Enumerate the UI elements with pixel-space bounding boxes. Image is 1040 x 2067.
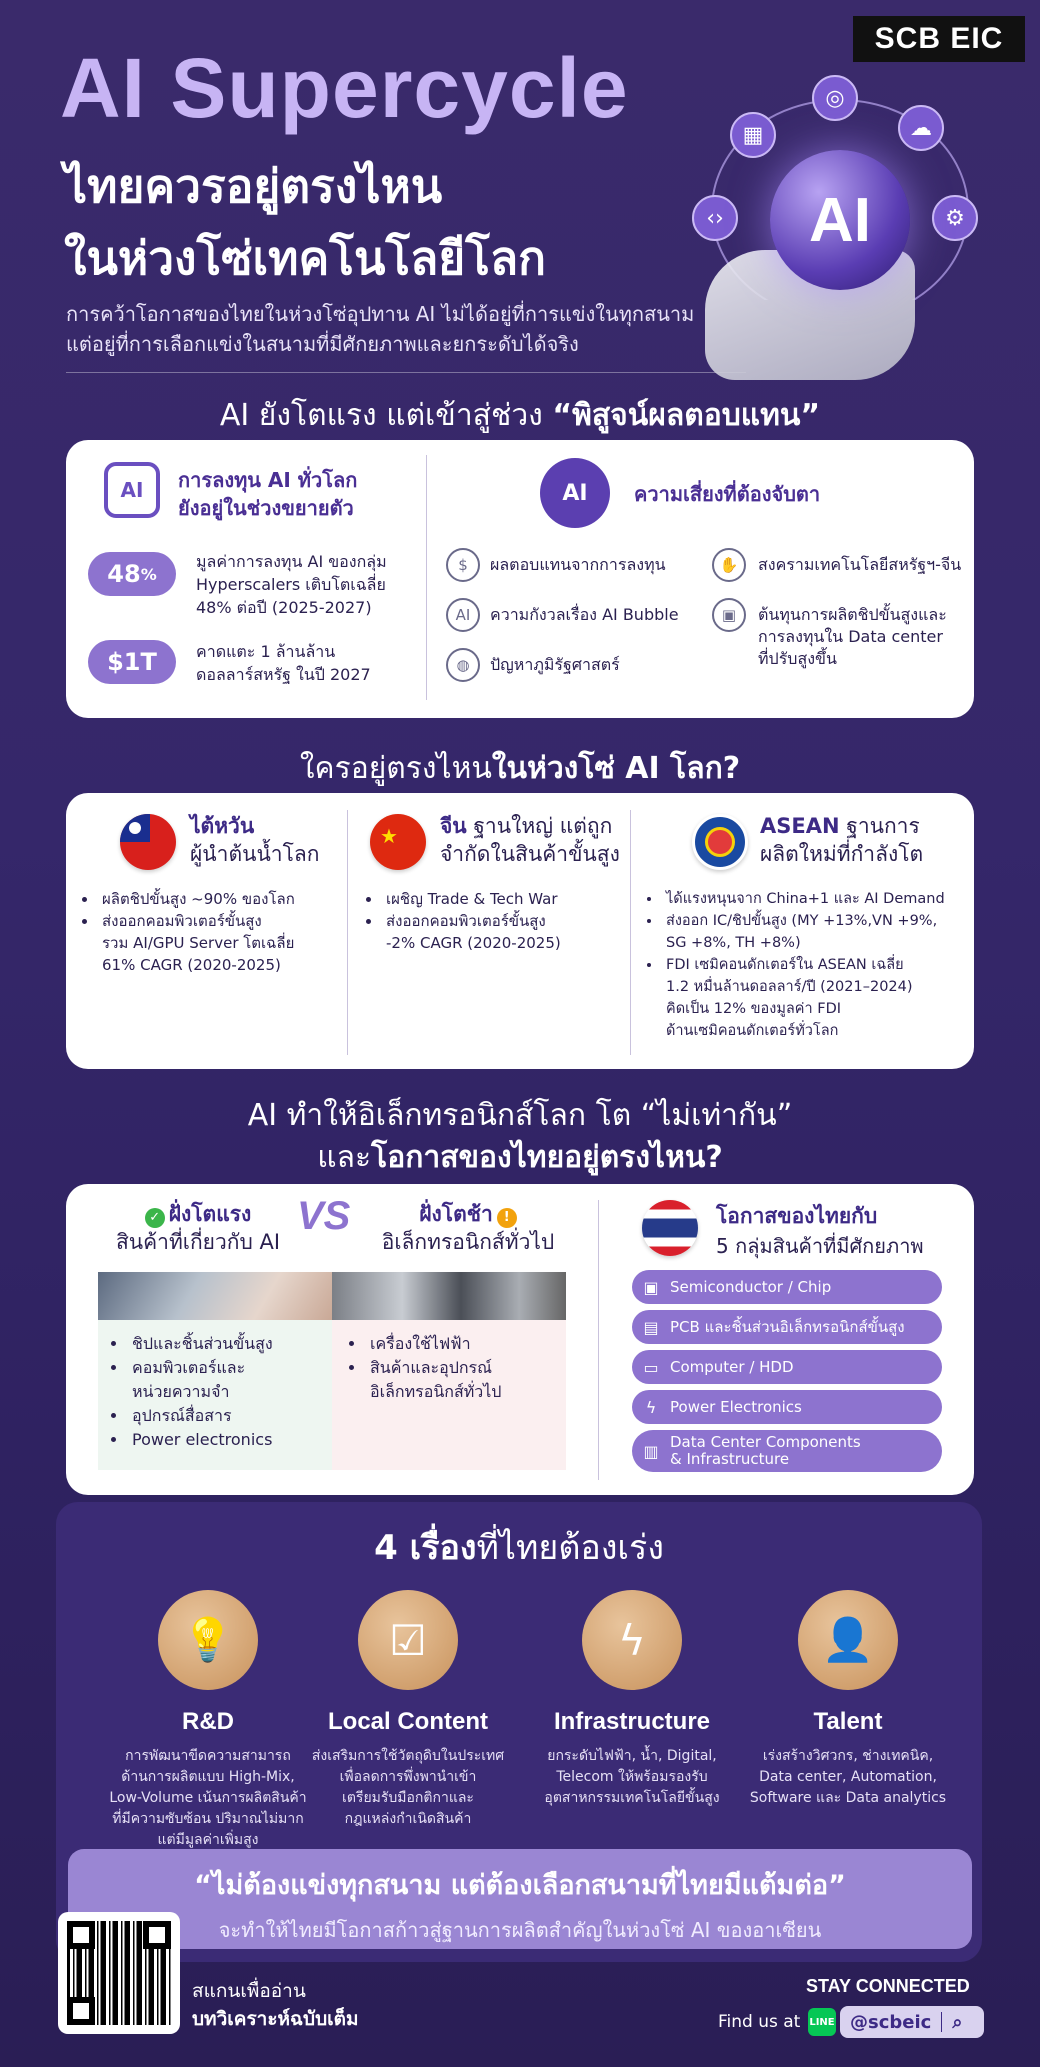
key-message-box (68, 1849, 972, 1949)
card2-divider (347, 810, 348, 1055)
chip-icon: ▦ (730, 112, 776, 158)
intro-line2: แต่อยู่ที่การเลือกแข่งในสนามที่มีศักยภาพและยกระดับได้จริง (66, 332, 579, 356)
page-subtitle-line1: ไทยควรอยู่ตรงไหน (64, 159, 443, 213)
china-flag-icon: ★ (370, 814, 426, 870)
pillar-infrastructure: ϟ Infrastructure ยกระดับไฟฟ้า, น้ำ, Digital, Telecom ให้พร้อมรองรับ อุตสาหกรรมเทคโนโลยีขั้นสูง (522, 1590, 742, 1809)
lightbulb-icon: 💡 (158, 1590, 258, 1690)
card3-divider (598, 1200, 599, 1480)
stat-badge-1t: $1T (88, 640, 176, 684)
handshake-icon: ✋ (712, 548, 746, 582)
line-app-icon[interactable]: LINE (808, 2008, 836, 2036)
investment-title-line1: การลงทุน AI ทั่วโลก (178, 468, 358, 492)
chip-icon: ▣ (643, 1277, 659, 1297)
risk-item: ความกังวลเรื่อง AI Bubble (490, 605, 679, 624)
opportunity-title: โอกาสของไทยกับ (716, 1204, 878, 1228)
robot-hand-photo (98, 1272, 332, 1320)
gear-icon: ⚙ (932, 195, 978, 241)
section3-heading-line1: AI ทำให้อิเล็กทรอนิกส์โลก โต “ไม่เท่ากัน” (247, 1098, 793, 1133)
opportunity-pcb: ▤ PCB และชิ้นส่วนอิเล็กทรอนิกส์ขั้นสูง (632, 1310, 942, 1344)
find-us-label: Find us at (718, 2012, 801, 2032)
section3-heading-line2: และโอกาสของไทยอยู่ตรงไหน? (317, 1140, 723, 1175)
header-divider (66, 372, 746, 373)
computer-icon: ▭ (643, 1357, 659, 1377)
section1-heading: AI ยังโตแรง แต่เข้าสู่ช่วง “พิสูจน์ผลตอบแทน” (219, 398, 821, 433)
lightning-icon: ϟ (645, 1397, 657, 1417)
globe-conflict-icon: ◍ (446, 648, 480, 682)
opportunity-datacenter: ▥ Data Center Components & Infrastructure (632, 1430, 942, 1472)
warning-icon: ! (497, 1208, 517, 1228)
priorities-title: 4 เรื่องที่ไทยต้องเร่ง (374, 1528, 664, 1568)
globe-icon: ◎ (812, 75, 858, 121)
taiwan-heading: ไต้หวัน ผู้นำต้นน้ำโลก (190, 814, 320, 866)
line-handle-search[interactable]: @scbeic ⌕ (840, 2006, 984, 2038)
search-icon: ⌕ (952, 2011, 963, 2033)
pillar-rnd: 💡 R&D การพัฒนาขีดความสามารถ ด้านการผลิตแบบ High-Mix, Low-Volume เน้นการผลิตสินค้า ที่มีความซับซ้อน ปริมาณไม่มาก แต่มีมูลค่าเพิ่มสูง (98, 1590, 318, 1851)
pcb-icon: ▤ (643, 1317, 659, 1337)
check-icon: ✓ (145, 1208, 165, 1228)
slow-growth-bullets: • เครื่องใช้ไฟฟ้า • สินค้าและอุปกรณ์ อิเล็กทรอนิกส์ทั่วไป (334, 1332, 566, 1404)
ai-box-icon: AI (104, 462, 160, 518)
ai-bubble-icon: AI (446, 598, 480, 632)
investment-title-line2: ยังอยู่ในช่วงขยายตัว (178, 496, 354, 520)
code-icon: ‹› (692, 195, 738, 241)
scan-text-line2: บทวิเคราะห์ฉบับเต็ม (192, 2008, 359, 2030)
page-title: AI Supercycle (60, 41, 629, 135)
key-message-sub: จะทำให้ไทยมีโอกาสก้าวสู่ฐานการผลิตสำคัญในห่วงโซ่ AI ของอาเซียน (218, 1918, 822, 1942)
stat-48-text: มูลค่าการลงทุน AI ของกลุ่ม Hyperscalers เติบโตเฉลี่ย 48% ต่อปี (2025-2027) (196, 552, 387, 617)
stat-badge-48: 48 % (88, 552, 176, 596)
risks-title: ความเสี่ยงที่ต้องจับตา (634, 482, 821, 506)
taiwan-flag-icon (120, 814, 176, 870)
intro-line1: การคว้าโอกาสของไทยในห่วงโซ่อุปทาน AI ไม่ได้อยู่ที่การแข่งในทุกสนาม (66, 302, 695, 326)
risk-item: ต้นทุนการผลิตชิปขั้นสูงและ การลงทุนใน Data center ที่ปรับสูงขึ้น (758, 605, 947, 668)
china-bullets: • เผชิญ Trade & Tech War • ส่งออกคอมพิวเตอร์ขั้นสูง -2% CAGR (2020-2025) (350, 888, 630, 954)
stay-connected-label: STAY CONNECTED (806, 1976, 970, 1996)
slow-growth-heading: ฝั่งโตช้า ! อิเล็กทรอนิกส์ทั่วไป (381, 1202, 555, 1254)
box-check-icon: ☑ (358, 1590, 458, 1690)
power-icon: ϟ (582, 1590, 682, 1690)
china-heading: จีน ฐานใหญ่ แต่ถูก จำกัดในสินค้าขั้นสูง (440, 814, 620, 866)
risk-item: สงครามเทคโนโลยีสหรัฐฯ-จีน (758, 555, 962, 574)
scan-text-line1: สแกนเพื่ออ่าน (192, 1980, 306, 2002)
fast-growth-bullets: • ชิปและชิ้นส่วนขั้นสูง • คอมพิวเตอร์และ หน่วยความจำ • อุปกรณ์สื่อสาร • Power electronics (96, 1332, 332, 1452)
thailand-flag-icon (642, 1200, 698, 1256)
pillar-local-content: ☑ Local Content ส่งเสริมการใช้วัตถุดิบในประเทศ เพื่อลดการพึ่งพานำเข้า เตรียมรับมือกติกาและ กฎแหล่งกำเนิดสินค้า (296, 1590, 520, 1830)
vs-badge: VS (297, 1194, 351, 1238)
ai-sphere: AI (770, 150, 910, 290)
stat-1t-text: คาดแตะ 1 ล้านล้าน ดอลลาร์สหรัฐ ในปี 2027 (196, 642, 371, 684)
chip-cost-icon: ▣ (712, 598, 746, 632)
risk-item: ผลตอบแทนจากการลงทุน (490, 555, 666, 574)
opportunity-power-electronics: ϟ Power Electronics (632, 1390, 942, 1424)
ai-gear-icon: AI (540, 458, 610, 528)
qr-code[interactable] (58, 1912, 180, 2034)
taiwan-bullets: • ผลิตชิปขั้นสูง ~90% ของโลก • ส่งออกคอมพิวเตอร์ขั้นสูง รวม AI/GPU Server โตเฉลี่ย 61% CAGR (2020-2025) (66, 888, 346, 976)
person-gear-icon: 👤 (798, 1590, 898, 1690)
section2-heading: ใครอยู่ตรงไหนในห่วงโซ่ AI โลก? (299, 751, 741, 786)
investment-return-icon: $ (446, 548, 480, 582)
card1-divider (426, 455, 427, 700)
key-message: “ไม่ต้องแข่งทุกสนาม แต่ต้องเลือกสนามที่ไทยมีแต้มต่อ” (194, 1870, 846, 1901)
asean-flag-icon (692, 814, 748, 870)
asean-heading: ASEAN ฐานการ ผลิตใหม่ที่กำลังโต (760, 814, 924, 866)
opportunity-computer: ▭ Computer / HDD (632, 1350, 942, 1384)
asean-bullets: • ได้แรงหนุนจาก China+1 และ AI Demand • ส่งออก IC/ชิปขั้นสูง (MY +13%,VN +9%, SG +8%, TH +8%) • FDI เซมิคอนดักเตอร์ใน ASEAN เฉลี่ย 1.2 หมื่นล้านดอลลาร์/ปี (2021–2024) คิดเป็น 12% ของมูลค่า FDI ด้านเซมิคอนดักเตอร์ทั่วโลก (630, 888, 970, 1042)
appliances-photo (332, 1272, 566, 1320)
risk-item: ปัญหาภูมิรัฐศาสตร์ (490, 655, 620, 674)
scb-eic-logo: SCB EIC (853, 16, 1025, 62)
opportunity-subtitle: 5 กลุ่มสินค้าที่มีศักยภาพ (716, 1234, 924, 1258)
fast-growth-heading: ✓ ฝั่งโตแรง สินค้าที่เกี่ยวกับ AI (115, 1202, 281, 1254)
opportunity-semiconductor: ▣ Semiconductor / Chip (632, 1270, 942, 1304)
datacenter-icon: ▥ (643, 1441, 659, 1461)
cloud-icon: ☁ (898, 105, 944, 151)
page-subtitle-line2: ในห่วงโซ่เทคโนโลยีโลก (64, 231, 547, 285)
pillar-talent: 👤 Talent เร่งสร้างวิศวกร, ช่างเทคนิค, Data center, Automation, Software และ Data analytics (738, 1590, 958, 1809)
